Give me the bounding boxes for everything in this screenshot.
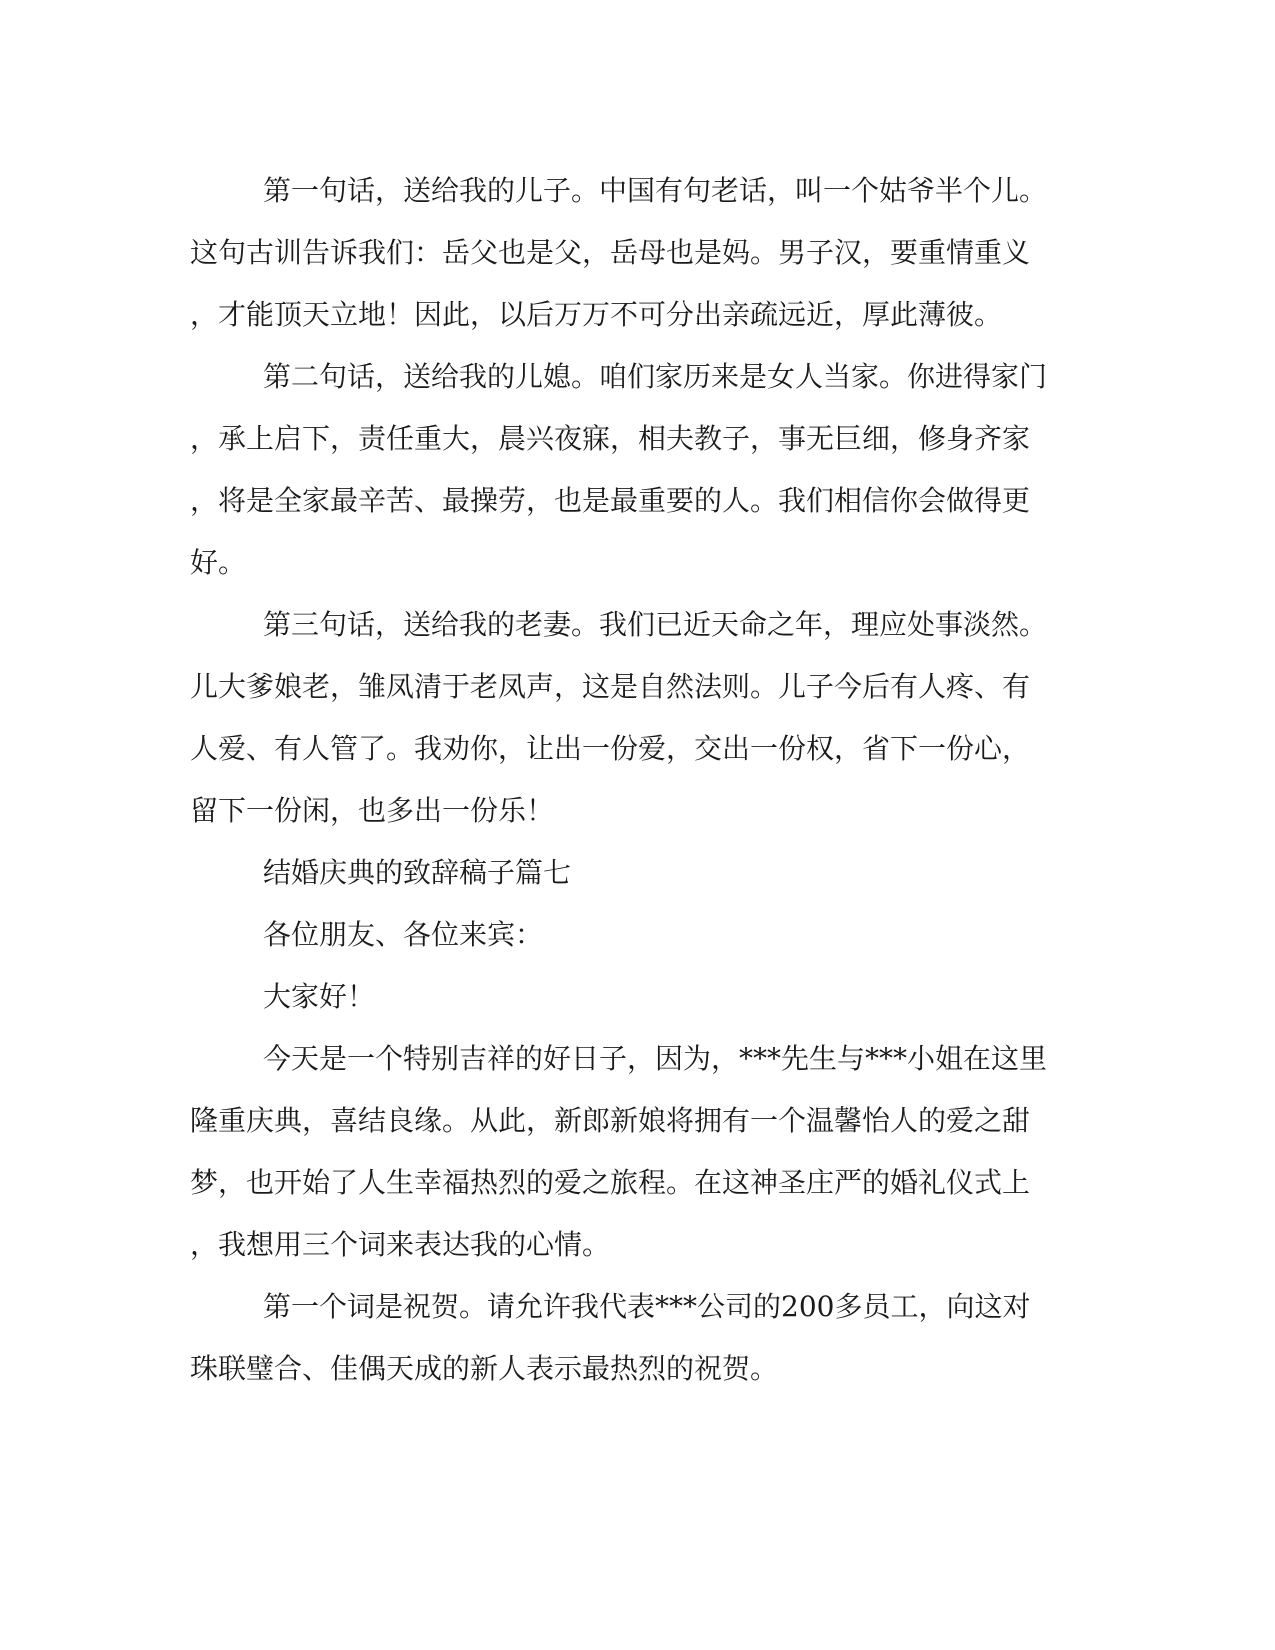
text-line: 第一句话，送给我的儿子。中国有句老话，叫一个姑爷半个儿。 xyxy=(263,174,1048,207)
salutation-line: 各位朋友、各位来宾： xyxy=(263,918,544,951)
section-title: 结婚庆典的致辞稿子篇七 xyxy=(263,856,572,889)
paragraph-to-son xyxy=(190,160,1080,346)
text-line: 第一个词是祝贺。请允许我代表***公司的200多员工，向这对 xyxy=(263,1290,1031,1323)
text-line: 梦，也开始了人生幸福热烈的爱之旅程。在这神圣庄严的婚礼仪式上 xyxy=(190,1166,1031,1199)
text-line: 隆重庆典，喜结良缘。从此，新郎新娘将拥有一个温馨怡人的爱之甜 xyxy=(190,1104,1031,1137)
text-line: 珠联璧合、佳偶天成的新人表示最热烈的祝贺。 xyxy=(190,1352,779,1385)
paragraph-opening xyxy=(190,1028,1080,1276)
salutation xyxy=(190,904,1080,966)
text-line: ，才能顶天立地！因此，以后万万不可分出亲疏远近，厚此薄彼。 xyxy=(190,298,1003,331)
text-line: ，我想用三个词来表达我的心情。 xyxy=(190,1228,611,1261)
text-line: 第三句话，送给我的老妻。我们已近天命之年，理应处事淡然。 xyxy=(263,608,1048,641)
text-line: 人爱、有人管了。我劝你，让出一份爱，交出一份权，省下一份心， xyxy=(190,732,1031,765)
text-line: 好。 xyxy=(190,546,247,579)
section-heading xyxy=(190,842,1080,904)
text-line: 今天是一个特别吉祥的好日子，因为，***先生与***小姐在这里 xyxy=(263,1042,1048,1075)
text-line: ，将是全家最辛苦、最操劳，也是最重要的人。我们相信你会做得更 xyxy=(190,484,1031,517)
text-line: 儿大爹娘老，雏凤清于老凤声，这是自然法则。儿子今后有人疼、有 xyxy=(190,670,1031,703)
text-line: 这句古训告诉我们：岳父也是父，岳母也是妈。男子汉，要重情重义 xyxy=(190,236,1031,269)
paragraph-congratulations xyxy=(190,1276,1080,1400)
document-body xyxy=(190,160,1080,1400)
text-line: 留下一份闲，也多出一份乐！ xyxy=(190,794,555,827)
paragraph-to-daughter-in-law xyxy=(190,346,1080,594)
text-line: 第二句话，送给我的儿媳。咱们家历来是女人当家。你进得家门 xyxy=(263,360,1048,393)
paragraph-to-wife xyxy=(190,594,1080,842)
text-line: ，承上启下，责任重大，晨兴夜寐，相夫教子，事无巨细，修身齐家 xyxy=(190,422,1031,455)
greeting-line: 大家好！ xyxy=(263,980,376,1013)
greeting xyxy=(190,966,1080,1028)
